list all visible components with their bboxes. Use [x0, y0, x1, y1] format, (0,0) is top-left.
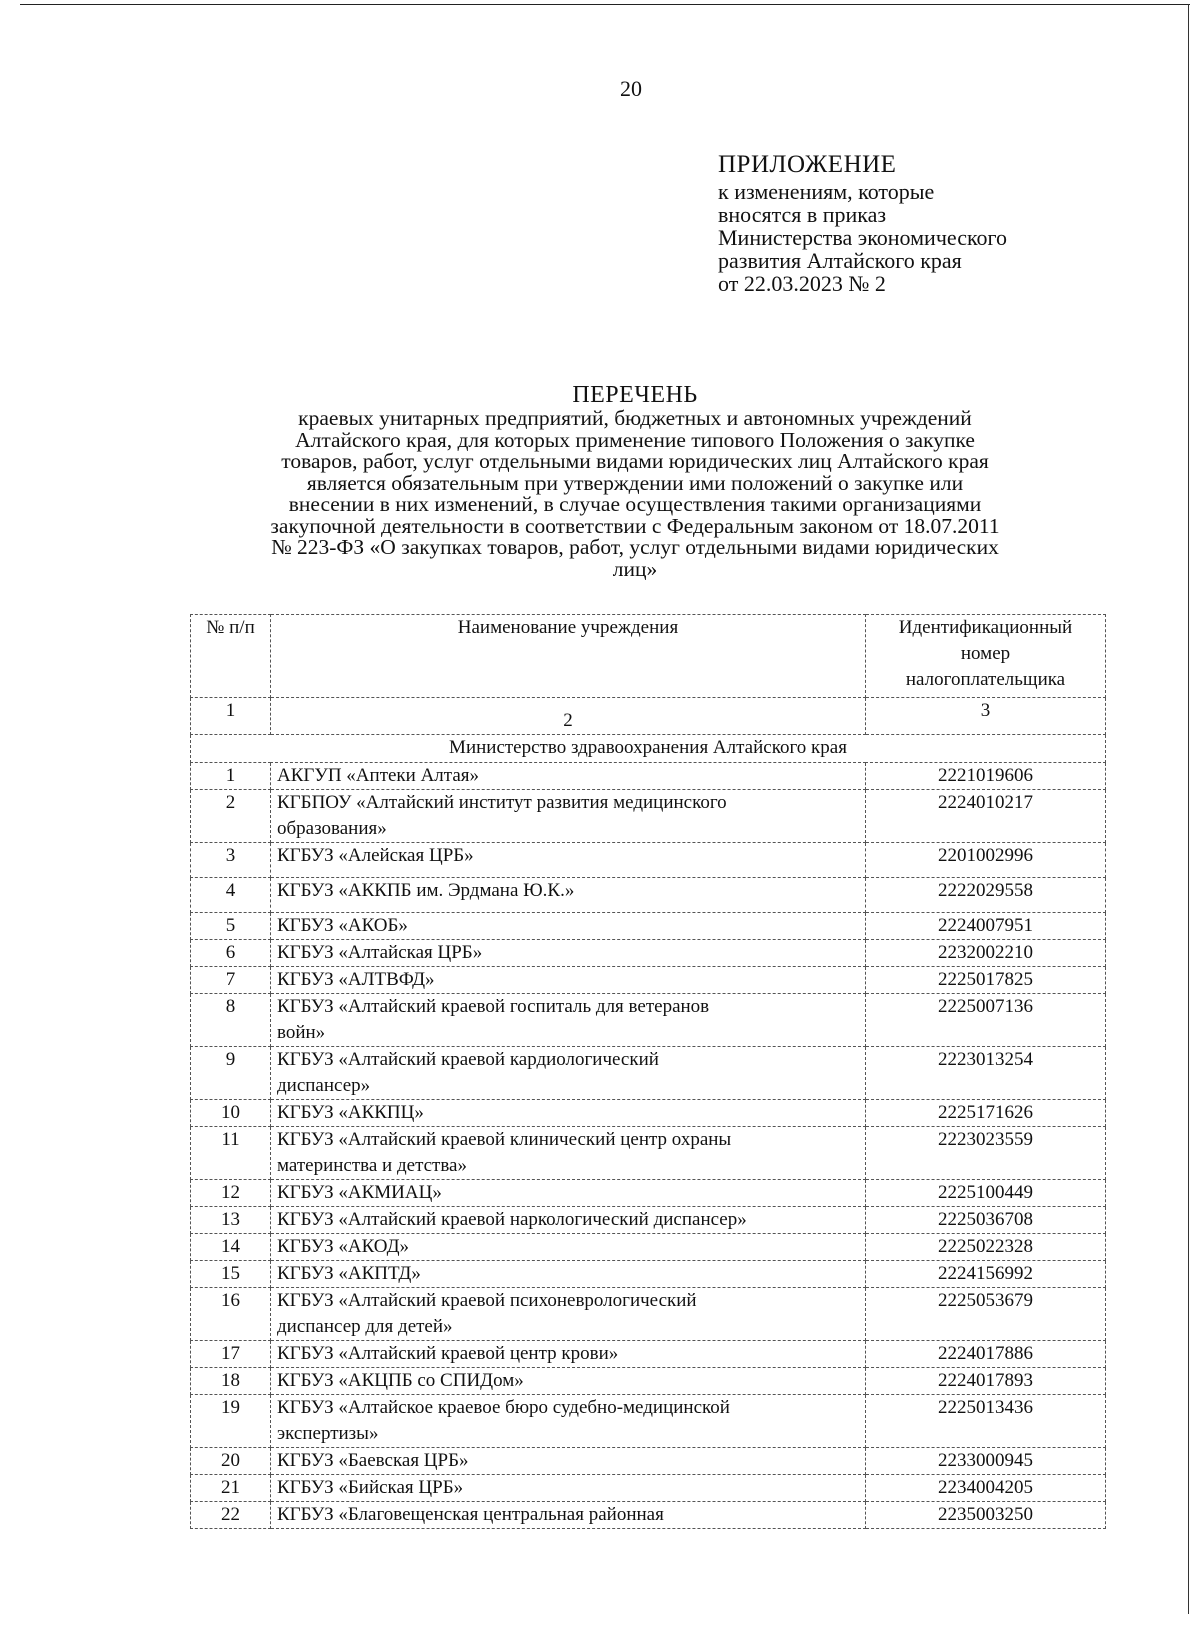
row-number: 19 — [191, 1395, 271, 1448]
institution-name — [271, 994, 866, 1047]
row-number: 17 — [191, 1341, 271, 1368]
appendix-title: ПРИЛОЖЕНИЕ — [718, 151, 897, 178]
institution-name-line: КГБУЗ «АККПБ им. Эрдмана Ю.К.» — [277, 880, 575, 901]
institution-name-line: материнства и детства» — [277, 1155, 467, 1176]
row-number: 21 — [191, 1475, 271, 1502]
list-title: ПЕРЕЧЕНЬ — [572, 382, 698, 408]
table-row — [191, 994, 1106, 1047]
institution-inn: 2224007951 — [866, 913, 1106, 940]
institution-name — [271, 1100, 866, 1127]
table-row — [191, 1261, 1106, 1288]
row-number: 22 — [191, 1502, 271, 1529]
institution-name — [271, 790, 866, 843]
institution-inn: 2224017886 — [866, 1341, 1106, 1368]
row-number: 14 — [191, 1234, 271, 1261]
institution-name — [271, 1261, 866, 1288]
column-numbers-row — [191, 698, 1106, 735]
institution-name-line: КГБУЗ «АКОД» — [277, 1236, 410, 1257]
institution-name-line: АКГУП «Аптеки Алтая» — [277, 765, 479, 786]
institutions-table — [190, 614, 1106, 1529]
institution-name-line: образования» — [277, 818, 387, 839]
table-row — [191, 1047, 1106, 1100]
list-description-line: внесении в них изменений, в случае осуществления такими организациями — [288, 492, 982, 516]
institution-inn: 2224017893 — [866, 1368, 1106, 1395]
appendix-block — [718, 150, 1118, 295]
institution-name-line: КГБУЗ «Алтайский краевой госпиталь для ветеранов — [277, 996, 710, 1017]
row-number: 4 — [191, 878, 271, 913]
header-inn — [866, 615, 1106, 698]
institution-inn: 2225013436 — [866, 1395, 1106, 1448]
institution-inn: 2223013254 — [866, 1047, 1106, 1100]
institution-name-line: войн» — [277, 1022, 326, 1043]
list-description-line: лиц» — [612, 556, 658, 581]
row-number: 10 — [191, 1100, 271, 1127]
institution-inn: 2235003250 — [866, 1502, 1106, 1529]
table-row — [191, 1100, 1106, 1127]
table-row — [191, 1475, 1106, 1502]
institution-name — [271, 1127, 866, 1180]
institution-name-line: КГБУЗ «АЛТВФД» — [277, 969, 435, 990]
institution-name-line: КГБУЗ «Алтайское краевое бюро судебно-медицинской — [277, 1397, 730, 1418]
list-description — [185, 408, 1085, 580]
institution-name-line: КГБУЗ «Алтайская ЦРБ» — [277, 942, 483, 963]
institution-name — [271, 1234, 866, 1261]
institution-name-line: КГБУЗ «АКМИАЦ» — [277, 1182, 442, 1203]
institution-name — [271, 1502, 866, 1529]
institution-name-line: диспансер» — [277, 1075, 371, 1096]
institution-name-line: КГБУЗ «Баевская ЦРБ» — [277, 1450, 469, 1471]
page-number: 20 — [620, 76, 642, 101]
institution-name — [271, 878, 866, 913]
appendix-line: вносятся в приказ — [718, 202, 887, 227]
institution-inn: 2221019606 — [866, 763, 1106, 790]
institution-inn: 2222029558 — [866, 878, 1106, 913]
institution-name — [271, 913, 866, 940]
institution-name — [271, 1047, 866, 1100]
table-header-row — [191, 615, 1106, 698]
institution-inn: 2225017825 — [866, 967, 1106, 994]
table-row — [191, 1368, 1106, 1395]
institution-name — [271, 1448, 866, 1475]
row-number: 13 — [191, 1207, 271, 1234]
table-row — [191, 1127, 1106, 1180]
institution-name — [271, 967, 866, 994]
appendix-lines — [718, 180, 1118, 295]
row-number: 12 — [191, 1180, 271, 1207]
appendix-line: развития Алтайского края — [718, 248, 962, 273]
table-row — [191, 967, 1106, 994]
institution-name-line: КГБУЗ «АКПТД» — [277, 1263, 421, 1284]
row-number: 9 — [191, 1047, 271, 1100]
column-number: 2 — [271, 698, 866, 735]
appendix-line: Министерства экономического — [718, 225, 1008, 250]
institution-inn: 2225053679 — [866, 1288, 1106, 1341]
section-title: Министерство здравоохранения Алтайского края — [191, 735, 1106, 763]
table-row — [191, 1234, 1106, 1261]
header-inn-line: номер — [960, 643, 1011, 664]
list-description-line: № 223-ФЗ «О закупках товаров, работ, услуг отдельными видами юридических — [271, 535, 999, 559]
row-number: 11 — [191, 1127, 271, 1180]
institution-name-line: КГБУЗ «Алтайский краевой клинический центр охраны — [277, 1129, 732, 1150]
table-row — [191, 1180, 1106, 1207]
table-row — [191, 843, 1106, 878]
institution-name — [271, 940, 866, 967]
appendix-line: от 22.03.2023 № 2 — [718, 271, 886, 296]
list-heading — [185, 382, 1085, 580]
institution-inn: 2224010217 — [866, 790, 1106, 843]
institution-name — [271, 843, 866, 878]
row-number: 5 — [191, 913, 271, 940]
institution-name-line: КГБУЗ «АКОБ» — [277, 915, 408, 936]
row-number: 20 — [191, 1448, 271, 1475]
column-number: 1 — [191, 698, 271, 735]
institution-name-line: КГБУЗ «АККПЦ» — [277, 1102, 424, 1123]
institution-inn: 2225171626 — [866, 1100, 1106, 1127]
institution-inn: 2234004205 — [866, 1475, 1106, 1502]
row-number: 16 — [191, 1288, 271, 1341]
institution-inn: 2225100449 — [866, 1180, 1106, 1207]
table-row — [191, 790, 1106, 843]
row-number: 2 — [191, 790, 271, 843]
institution-inn: 2225036708 — [866, 1207, 1106, 1234]
institution-name — [271, 1207, 866, 1234]
row-number: 15 — [191, 1261, 271, 1288]
institution-name-line: КГБУЗ «Алтайский краевой наркологический диспансер» — [277, 1209, 747, 1230]
institution-inn: 2201002996 — [866, 843, 1106, 878]
appendix-line: к изменениям, которые — [718, 179, 935, 204]
institution-inn: 2225022328 — [866, 1234, 1106, 1261]
institution-name — [271, 1288, 866, 1341]
row-number: 3 — [191, 843, 271, 878]
table-row — [191, 1341, 1106, 1368]
institution-name — [271, 1395, 866, 1448]
table-row — [191, 940, 1106, 967]
institution-inn: 2224156992 — [866, 1261, 1106, 1288]
row-number: 8 — [191, 994, 271, 1047]
header-name: Наименование учреждения — [271, 615, 866, 698]
institution-name — [271, 1475, 866, 1502]
table-row — [191, 1502, 1106, 1529]
list-description-line: товаров, работ, услуг отдельными видами юридических лиц Алтайского края — [281, 449, 989, 473]
institution-name — [271, 1341, 866, 1368]
row-number: 18 — [191, 1368, 271, 1395]
institution-name-line: КГБУЗ «Алтайский краевой кардиологический — [277, 1049, 659, 1070]
row-number: 7 — [191, 967, 271, 994]
table-row — [191, 878, 1106, 913]
institution-name-line: КГБУЗ «Благовещенская центральная районная — [277, 1504, 664, 1525]
table-row — [191, 913, 1106, 940]
institution-inn: 2225007136 — [866, 994, 1106, 1047]
institution-inn: 2233000945 — [866, 1448, 1106, 1475]
scan-edge-right — [1188, 4, 1189, 1614]
institution-inn: 2232002210 — [866, 940, 1106, 967]
institution-name — [271, 1368, 866, 1395]
institution-name-line: КГБУЗ «Алейская ЦРБ» — [277, 845, 474, 866]
list-description-line: является обязательным при утверждении ими положений о закупке или — [306, 470, 964, 495]
institution-name-line: КГБУЗ «Бийская ЦРБ» — [277, 1477, 464, 1498]
institution-name-line: КГБПОУ «Алтайский институт развития медицинского — [277, 792, 727, 813]
header-inn-line: налогоплательщика — [905, 669, 1066, 690]
header-num: № п/п — [191, 615, 271, 698]
institution-name — [271, 1180, 866, 1207]
institution-name — [271, 763, 866, 790]
institution-name-line: экспертизы» — [277, 1423, 379, 1444]
table-row — [191, 1395, 1106, 1448]
institution-name-line: КГБУЗ «АКЦПБ со СПИДом» — [277, 1370, 524, 1391]
table-row — [191, 1288, 1106, 1341]
header-inn-line: Идентификационный — [898, 617, 1073, 638]
table-row — [191, 1448, 1106, 1475]
scan-edge-top — [20, 4, 1190, 5]
row-number: 1 — [191, 763, 271, 790]
column-number: 3 — [866, 698, 1106, 735]
institution-inn: 2223023559 — [866, 1127, 1106, 1180]
table-row — [191, 1207, 1106, 1234]
institution-name-line: КГБУЗ «Алтайский краевой центр крови» — [277, 1343, 619, 1364]
table-row — [191, 763, 1106, 790]
list-description-line: краевых унитарных предприятий, бюджетных и автономных учреждений — [298, 406, 972, 430]
row-number: 6 — [191, 940, 271, 967]
institution-name-line: диспансер для детей» — [277, 1316, 453, 1337]
section-row — [191, 735, 1106, 763]
institution-name-line: КГБУЗ «Алтайский краевой психоневрологический — [277, 1290, 697, 1311]
list-description-line: закупочной деятельности в соответствии с Федеральным законом от 18.07.2011 — [270, 513, 1000, 538]
list-description-line: Алтайского края, для которых применение типового Положения о закупке — [295, 427, 975, 452]
